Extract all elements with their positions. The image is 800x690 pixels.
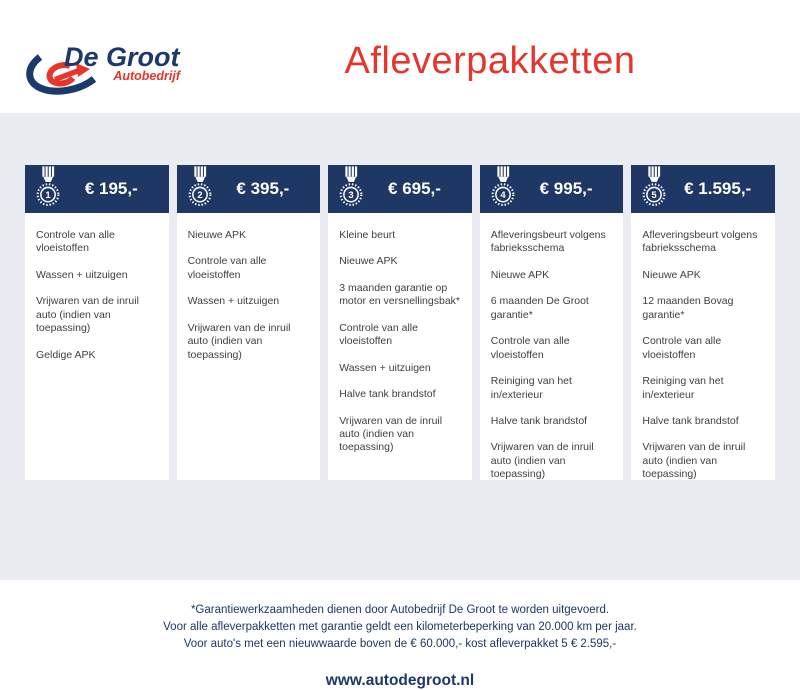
- medal-number: 1: [45, 189, 51, 201]
- package-items: [480, 213, 624, 480]
- package-item: Geldige APK: [36, 348, 96, 361]
- package-items: [631, 213, 775, 480]
- medal-icon: [335, 165, 367, 211]
- package-items: [177, 213, 321, 480]
- website-url: www.autodegroot.nl: [325, 672, 475, 689]
- package-item: Controle van alle vloeistoffen: [36, 229, 115, 255]
- package-header: [480, 165, 624, 213]
- medal-number: 4: [500, 189, 506, 201]
- medal-icon: [487, 165, 519, 211]
- package-items: [328, 213, 472, 480]
- package-item: Nieuwe APK: [187, 229, 246, 241]
- disclaimer-line-3: Voor auto's met een nieuwwaarde boven de € 60.000,- kost afleverpakket 5 € 2.595,-: [183, 638, 617, 650]
- package-price: € 995,-: [539, 179, 593, 198]
- package-item: Nieuwe APK: [642, 268, 701, 281]
- brand-logo: [26, 36, 198, 100]
- package-card-1: [25, 165, 169, 480]
- package-header: [631, 165, 775, 213]
- brand-subtitle: Autobedrijf: [113, 69, 180, 83]
- package-items: [25, 213, 169, 480]
- package-item: Wassen + uitzuigen: [36, 268, 128, 281]
- package-price: € 395,-: [236, 179, 290, 198]
- package-card-2: [177, 165, 321, 480]
- package-item: Vrijwaren van de inruil auto (indien van toepassing): [187, 321, 291, 361]
- package-item: Vrijwaren van de inruil auto (indien van toepassing): [642, 441, 746, 481]
- disclaimer-text: [0, 602, 800, 653]
- brand-name: De Groot: [64, 42, 180, 72]
- package-item: Halve tank brandstof: [642, 414, 739, 427]
- package-columns: [25, 165, 775, 480]
- package-price: € 195,-: [84, 179, 138, 198]
- page-title: Afleverpakketten: [344, 40, 636, 82]
- disclaimer-line-1: *Garantiewerkzaamheden dienen door Autobedrijf De Groot te worden uitgevoerd.: [190, 604, 610, 616]
- package-header: [25, 165, 169, 213]
- package-item: Controle van alle vloeistoffen: [490, 335, 570, 361]
- package-item: Vrijwaren van de inruil auto (indien van toepassing): [490, 441, 594, 481]
- package-item: Afleveringsbeurt volgens fabrieksschema: [642, 229, 758, 255]
- package-item: Halve tank brandstof: [339, 388, 436, 401]
- package-item: 6 maanden De Groot garantie*: [490, 295, 589, 321]
- medal-number: 2: [196, 189, 203, 201]
- medal-number: 5: [651, 189, 657, 201]
- package-item: Nieuwe APK: [339, 255, 398, 268]
- package-card-3: [328, 165, 472, 480]
- package-price: € 1.595,-: [684, 179, 752, 198]
- package-item: Vrijwaren van de inruil auto (indien van toepassing): [36, 295, 139, 335]
- package-item: Controle van alle vloeistoffen: [187, 255, 267, 281]
- medal-icon: [638, 165, 670, 211]
- de-groot-logo-graphic: [26, 36, 198, 100]
- package-header: [328, 165, 472, 213]
- medal-icon: [184, 165, 216, 211]
- content-panel: [0, 113, 800, 689]
- disclaimer-line-2: Voor alle afleverpakketten met garantie geldt een kilometerbeperking van 20.000 km per jaar.: [163, 621, 637, 633]
- package-item: Reiniging van het in/exterieur: [490, 375, 572, 401]
- medal-number: 3: [348, 189, 354, 201]
- package-item: 3 maanden garantie op motor en versnellingsbak*: [339, 281, 460, 308]
- package-item: Afleveringsbeurt volgens fabrieksschema: [490, 229, 606, 255]
- package-header: [177, 165, 321, 213]
- package-card-4: [480, 165, 624, 480]
- package-item: Nieuwe APK: [490, 268, 550, 281]
- package-item: 12 maanden Bovag garantie*: [642, 295, 734, 321]
- package-item: Wassen + uitzuigen: [339, 361, 431, 374]
- package-price: € 695,-: [388, 179, 441, 198]
- package-item: Halve tank brandstof: [490, 414, 588, 427]
- package-item: Vrijwaren van de inruil auto (indien van toepassing): [339, 414, 443, 454]
- medal-icon: [32, 165, 64, 211]
- package-card-5: [631, 165, 775, 480]
- package-item: Reiniging van het in/exterieur: [642, 375, 724, 401]
- package-item: Controle van alle vloeistoffen: [339, 321, 418, 348]
- header-bar: [0, 0, 800, 113]
- package-item: Wassen + uitzuigen: [187, 295, 280, 308]
- package-item: Kleine beurt: [339, 229, 396, 241]
- package-item: Controle van alle vloeistoffen: [642, 335, 722, 361]
- bottom-white-strip: [0, 580, 800, 600]
